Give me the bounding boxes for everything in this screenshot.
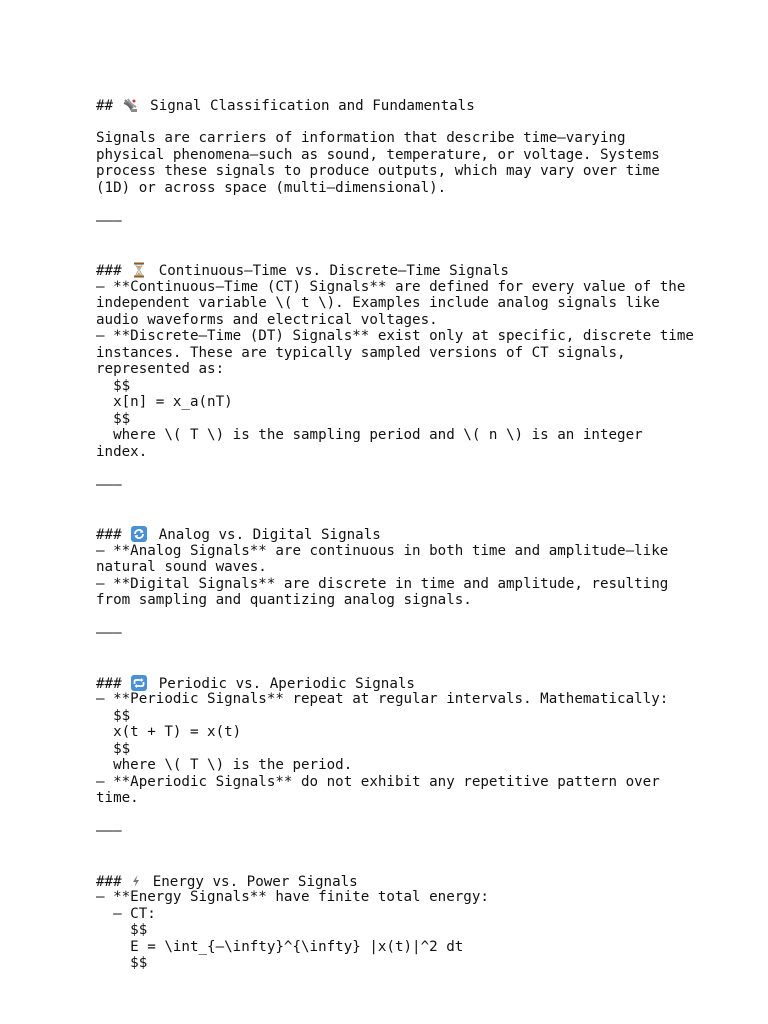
content-line: – **Digital Signals** are discrete in time and amplitude, resulting: [96, 575, 669, 592]
heading-prefix: ###: [96, 527, 131, 543]
content-line: E = \int_{–\infty}^{\infty} |x(t)|^2 dt: [96, 938, 464, 955]
intro-paragraph: [96, 130, 736, 196]
content-line: $$: [96, 955, 148, 971]
section-energy-power: [96, 873, 736, 972]
content-line: where \( T \) is the sampling period and \( n \) is an integer: [96, 427, 643, 443]
section-heading: [96, 526, 736, 543]
section-heading: [96, 873, 736, 890]
repeat-icon: [130, 675, 148, 691]
divider: –––: [96, 625, 122, 641]
content-line: – **Analog Signals** are continuous in both time and amplitude—like: [96, 542, 669, 559]
content-line: index.: [96, 443, 148, 460]
content-line: – **Continuous–Time (CT) Signals** are defined for every value of the: [96, 278, 686, 295]
content-line: instances. These are typically sampled versions of CT signals,: [96, 344, 626, 361]
content-line: $$: [96, 377, 131, 394]
divider: –––: [96, 212, 122, 229]
satellite-antenna-icon: [122, 97, 140, 113]
hourglass-icon: [130, 262, 148, 278]
content-line: – **Aperiodic Signals** do not exhibit any repetitive pattern over: [96, 773, 660, 790]
section-continuous-discrete: [96, 262, 736, 460]
intro-line: process these signals to produce outputs, which may vary over time: [96, 163, 660, 179]
content-line: $$: [96, 922, 148, 938]
heading-text: Energy vs. Power Signals: [144, 873, 358, 890]
content-line: – **Energy Signals** have finite total energy:: [96, 889, 489, 905]
content-line: $$: [96, 410, 131, 427]
content-line: x[n] = x_a(nT): [96, 394, 233, 410]
content-line: independent variable \( t \). Examples include analog signals like: [96, 295, 660, 311]
title-text: Signal Classification and Fundamentals: [141, 98, 475, 114]
section-heading: [96, 675, 736, 692]
heading-prefix: ###: [96, 263, 131, 279]
content-line: $$: [96, 707, 131, 724]
intro-line: Signals are carriers of information that describe time–varying: [96, 130, 626, 146]
content-line: from sampling and quantizing analog signals.: [96, 592, 472, 608]
intro-line: physical phenomena—such as sound, temperature, or voltage. Systems: [96, 146, 660, 163]
content-line: time.: [96, 790, 139, 806]
content-line: where \( T \) is the period.: [96, 757, 353, 773]
document-body: [96, 97, 736, 972]
content-line: represented as:: [96, 361, 225, 377]
heading-prefix: ###: [96, 675, 131, 692]
content-line: natural sound waves.: [96, 559, 267, 575]
heading-text: Analog vs. Digital Signals: [150, 527, 381, 543]
section-periodic-aperiodic: [96, 675, 736, 807]
arrows-counterclockwise-icon: [130, 526, 148, 542]
divider: –––: [96, 823, 122, 839]
intro-line: (1D) or across space (multi–dimensional).: [96, 179, 447, 196]
heading-text: Periodic vs. Aperiodic Signals: [150, 675, 415, 692]
lightning-icon: [130, 873, 142, 889]
title-prefix: ##: [96, 98, 122, 114]
section-heading: [96, 262, 736, 279]
divider: –––: [96, 476, 122, 493]
document-title: [96, 97, 736, 114]
heading-prefix: ###: [96, 873, 131, 890]
content-line: – **Discrete–Time (DT) Signals** exist only at specific, discrete time: [96, 328, 694, 344]
content-line: $$: [96, 740, 131, 757]
content-line: – CT:: [96, 905, 156, 922]
section-analog-digital: [96, 526, 736, 609]
content-line: – **Periodic Signals** repeat at regular intervals. Mathematically:: [96, 691, 669, 707]
content-line: x(t + T) = x(t): [96, 724, 242, 740]
content-line: audio waveforms and electrical voltages.: [96, 311, 438, 328]
heading-text: Continuous–Time vs. Discrete–Time Signals: [150, 263, 509, 279]
